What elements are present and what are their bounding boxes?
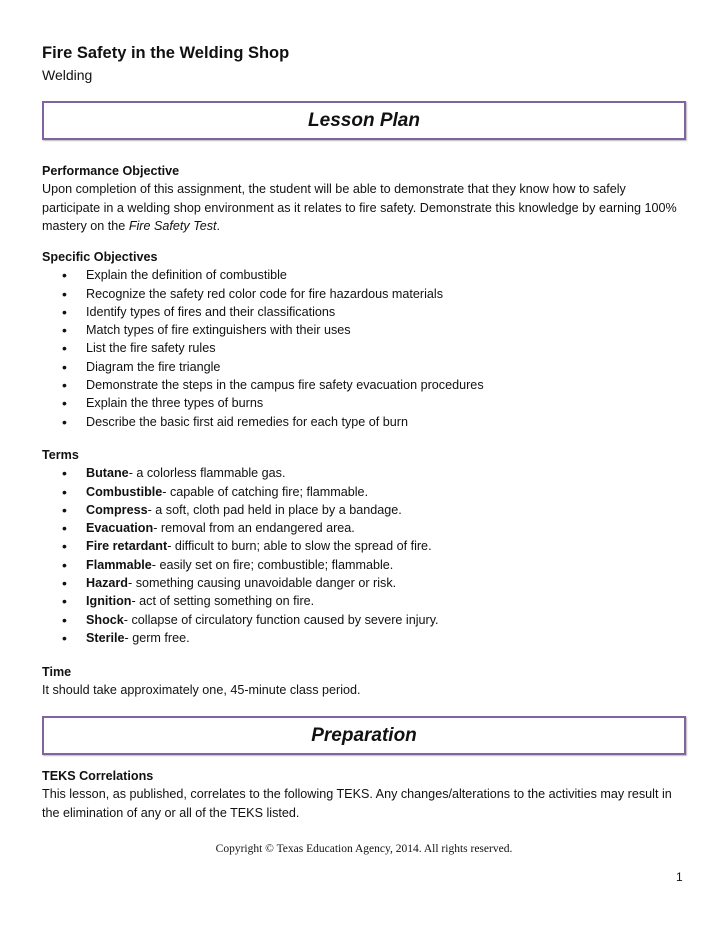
objective-item: • Recognize the safety red color code for fire hazardous materials [42,285,687,303]
term-word: Evacuation [86,521,154,536]
teks-section [42,767,687,822]
teks-text: This lesson, as published, correlates to the following TEKS. Any changes/alterations to the activities may result in the elimination of any or all of the TEKS listed. [42,787,672,820]
objective-item: • Describe the basic first aid remedies for each type of burn [42,413,687,431]
objective-item: • Match types of fire extinguishers with their uses [42,321,687,339]
term-definition: - collapse of circulatory function caused by severe injury. [123,612,439,627]
term-definition: - something causing unavoidable danger or risk. [128,576,397,591]
term-item [42,574,687,592]
page-number: 1 [676,870,683,884]
term-definition: - easily set on fire; combustible; flammable. [151,557,394,572]
period: . [216,218,221,233]
objective-text: Upon completion of this assignment, the student will be able to demonstrate that they know how to safely participate in a welding shop environment as it relates to fire safety. Demonstrate this knowledge by earning 100% mastery on the [42,182,677,233]
term-definition: - difficult to burn; able to slow the spread of fire. [167,539,432,554]
term-item [42,483,687,501]
term-item [42,519,687,537]
objective-item: • Demonstrate the steps in the campus fire safety evacuation procedures [42,376,687,394]
term-item [42,629,687,647]
objective-item: • Explain the three types of burns [42,394,687,412]
section-heading: Performance Objective [42,164,180,178]
document-title: Fire Safety in the Welding Shop [42,44,290,62]
term-word: Combustible [86,484,163,499]
term-word: Hazard [86,576,128,591]
term-item [42,611,687,629]
objective-item: • Identify types of fires and their classifications [42,303,687,321]
document-subtitle: Welding [42,67,93,83]
term-item [42,556,687,574]
section-heading: Time [42,665,72,679]
term-word: Fire retardant [86,539,168,554]
term-item [42,501,687,519]
terms-list [42,464,687,647]
objective-item: • Diagram the fire triangle [42,358,687,376]
lesson-plan-banner: Lesson Plan [42,101,686,140]
objective-item: • Explain the definition of combustible [42,266,687,284]
term-definition: - a soft, cloth pad held in place by a bandage. [147,502,402,517]
objective-item: • List the fire safety rules [42,339,687,357]
terms-section [42,446,687,647]
term-word: Shock [86,612,124,627]
term-word: Ignition [86,594,132,609]
section-heading: Specific Objectives [42,250,158,264]
term-word: Compress [86,502,148,517]
time-section [42,663,687,700]
time-text: It should take approximately one, 45-minute class period. [42,683,361,698]
test-name: Fire Safety Test [128,218,217,233]
term-word: Sterile [86,630,125,645]
term-definition: - act of setting something on fire. [131,594,315,609]
term-item [42,592,687,610]
term-definition: - a colorless flammable gas. [128,466,286,481]
objectives-list [42,266,687,431]
term-word: Butane [86,466,129,481]
term-definition: - capable of catching fire; flammable. [162,484,369,499]
term-definition: - germ free. [124,630,190,645]
term-word: Flammable [86,557,152,572]
section-heading: TEKS Correlations [42,769,154,783]
term-item [42,537,687,555]
section-heading: Terms [42,448,79,462]
specific-objectives-section [42,248,687,431]
copyright-notice: Copyright © Texas Education Agency, 2014. All rights reserved. [215,843,513,855]
term-definition: - removal from an endangered area. [153,521,355,536]
performance-objective-text [42,180,687,235]
preparation-banner: Preparation [42,716,686,755]
performance-objective-section [42,162,687,235]
term-item [42,464,687,482]
